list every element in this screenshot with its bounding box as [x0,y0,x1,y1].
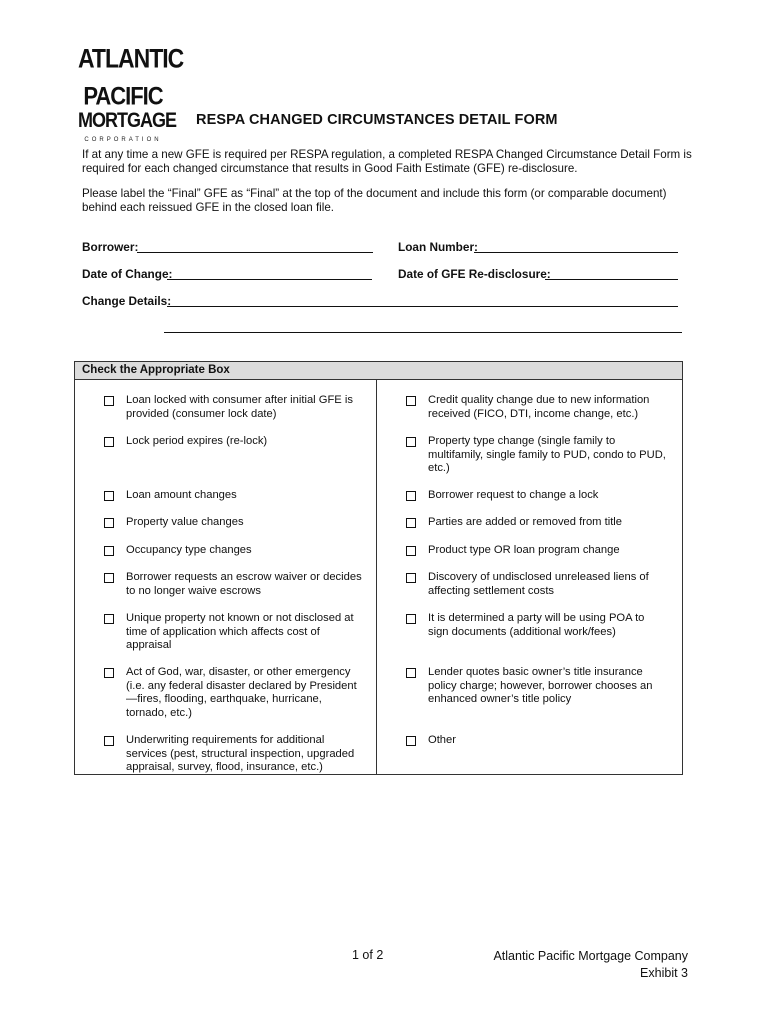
checkbox[interactable] [104,736,114,746]
checklist-item-label: Product type OR loan program change [428,544,620,556]
exhibit-label: Exhibit 3 [640,966,688,980]
checkbox[interactable] [406,396,416,406]
date-of-change-label: Date of Change: [82,267,173,281]
instruction-paragraph: Please label the “Final” GFE as “Final” at the top of the document and include this form (or comparable document) behind each reissued GFE in the closed loan file. [82,187,667,214]
checkbox[interactable] [104,668,114,678]
loan-number-field[interactable] [474,240,678,253]
checklist-item-label: Discovery of undisclosed unreleased liens of affecting settlement costs [428,571,649,597]
checkbox[interactable] [104,437,114,447]
checklist-item-label: Borrower request to change a lock [428,489,599,501]
checklist-item-label: Credit quality change due to new information received (FICO, DTI, income change, etc.) [428,394,650,420]
logo-line-corporation: CORPORATION [84,137,162,143]
checklist-header-text: Check the Appropriate Box [82,364,230,376]
checklist-item-label: It is determined a party will be using POA to sign documents (additional work/fees) [428,612,645,638]
logo-line-atlantic: ATLANTIC [78,42,184,74]
checklist-header [75,362,682,380]
checkbox[interactable] [406,668,416,678]
checklist-item-label: Unique property not known or not disclosed at time of application which affects cost of appraisal [126,612,354,651]
date-gfe-label: Date of GFE Re-disclosure: [398,267,551,281]
checkbox[interactable] [104,396,114,406]
checklist-item-label: Underwriting requirements for additional services (pest, structural inspection, upgraded appraisal, survey, flood, insurance, etc.) [126,734,355,773]
logo-line-mortgage: MORTGAGE [78,108,176,132]
checkbox[interactable] [406,518,416,528]
checkbox[interactable] [406,614,416,624]
checkbox[interactable] [406,573,416,583]
checklist-item-label: Property type change (single family to multifamily, single family to PUD, condo to PUD, etc.) [428,435,666,474]
checklist-item-label: Lock period expires (re-lock) [126,435,268,447]
page-number: 1 of 2 [352,948,384,962]
page-title: RESPA CHANGED CIRCUMSTANCES DETAIL FORM [196,112,558,128]
checklist-item-label: Parties are added or removed from title [428,516,623,528]
change-details-field-line2[interactable] [164,320,682,333]
borrower-label: Borrower: [82,240,139,254]
column-divider [376,380,377,774]
loan-number-label: Loan Number: [398,240,478,254]
checkbox[interactable] [406,491,416,501]
checkbox[interactable] [104,614,114,624]
checkbox[interactable] [406,546,416,556]
checklist-item-label: Property value changes [126,516,244,528]
change-details-field[interactable] [167,294,678,307]
change-details-label: Change Details: [82,294,172,308]
checklist-item-label: Borrower requests an escrow waiver or decides to no longer waive escrows [126,571,362,597]
checkbox[interactable] [104,573,114,583]
checklist-item-label: Occupancy type changes [126,544,252,556]
date-gfe-field[interactable] [545,267,678,280]
checkbox[interactable] [406,736,416,746]
checkbox[interactable] [104,546,114,556]
date-of-change-field[interactable] [167,267,372,280]
checkbox[interactable] [406,437,416,447]
intro-paragraph: If at any time a new GFE is required per RESPA regulation, a completed RESPA Changed Circumstance Detail Form is required for each changed circumstance that results in Good Faith Estimate (GFE) re-disclosure. [82,148,692,175]
checkbox[interactable] [104,518,114,528]
checkbox[interactable] [104,491,114,501]
checklist-item-label: Loan amount changes [126,489,237,501]
borrower-field[interactable] [137,240,373,253]
checklist-item-label: Other [428,734,456,746]
company-name: Atlantic Pacific Mortgage Company [493,949,688,963]
checklist-item-label: Loan locked with consumer after initial GFE is provided (consumer lock date) [126,394,353,420]
footer-company [493,948,688,982]
checklist-item-label: Act of God, war, disaster, or other emergency (i.e. any federal disaster declared by President—fires, flooding, earthquake, hurricane, tornado, etc.) [126,666,357,719]
company-logo [78,42,184,144]
checklist-item-label: Lender quotes basic owner’s title insurance policy charge; however, borrower chooses an enhanced owner’s title policy [428,666,653,705]
checklist-table [74,361,683,775]
logo-line-pacific: PACIFIC [83,81,163,111]
